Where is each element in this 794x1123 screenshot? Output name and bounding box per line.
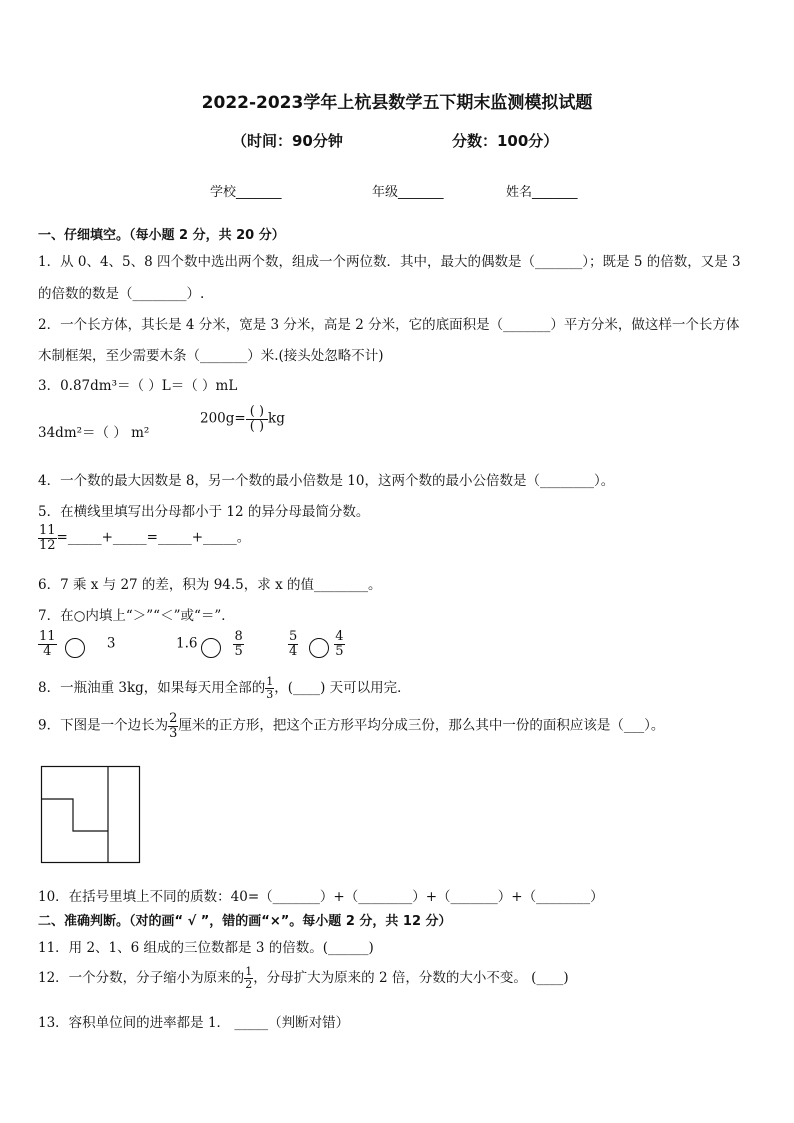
fraction: $\frac{11}{12}$: [39, 523, 56, 553]
compare-circle-2[interactable]: [201, 638, 221, 658]
divider-zigzag: [42, 799, 109, 831]
fraction: $\frac{4}{5}$: [335, 629, 344, 659]
fraction: $\frac{11}{4}$: [39, 629, 56, 659]
compare-circle-1[interactable]: [65, 638, 85, 658]
grade-field: 年级_______: [372, 185, 444, 200]
compare-circle-3[interactable]: [309, 638, 329, 658]
square-outline: [42, 767, 140, 863]
question-6: 6．7 乘 x 与 27 的差，积为 94.5，求 x 的值________。: [38, 577, 382, 593]
question-8: 8．一瓶油重 3kg，如果每天用全部的 $\frac{1}{3}$ ，(____) 天可以用完．: [38, 675, 411, 701]
question-13: 13．容积单位间的进率都是 1． _____（判断对错）: [38, 1015, 350, 1031]
fraction: $\frac{8}{5}$: [234, 629, 243, 659]
fraction: $\frac{1}{3}$: [266, 675, 274, 701]
page-title: 2022-2023学年上杭县数学五下期末监测模拟试题: [201, 93, 593, 113]
question-7-a: $\frac{11}{4}$ 3: [39, 629, 116, 659]
question-11: 11．用 2、1、6 组成的三位数都是 3 的倍数。(______): [38, 940, 374, 956]
name-field: 姓名_______: [506, 185, 578, 200]
question-5: 5．在横线里填写出分母都小于 12 的异分母最简分数。: [38, 504, 370, 520]
section-title: 一、仔细填空。（每小题 2 分，共 20 分）: [38, 228, 285, 243]
exam-score: 分数：100分）: [452, 132, 559, 150]
exam-time: （时间：90分钟: [232, 132, 343, 150]
question-9: 9．下图是一个边长为 $\frac{2}{3}$ 厘米的正方形，把这个正方形平均分成三份，那么其中一份的面积应该是（___）。: [38, 711, 665, 741]
fraction: $\frac{5}{4}$: [289, 629, 298, 659]
question-7-b: 1.6 $\frac{8}{5}$: [176, 629, 243, 659]
fraction: $\frac{1}{2}$: [245, 965, 253, 991]
question-3-part-a: 34dm²＝（ ） m²: [38, 425, 150, 441]
fraction: ( ) ( ): [246, 405, 268, 433]
question-12: 12．一个分数，分子缩小为原来的 $\frac{1}{2}$ ，分母扩大为原来的 2 倍，分数的大小不变。 (____): [38, 965, 569, 991]
question-4: 4．一个数的最大因数是 8，另一个数的最小倍数是 10，这两个数的最小公倍数是（________）。: [38, 473, 615, 489]
question-3-part-b: 200g= ( ) ( ) kg: [200, 404, 285, 434]
question-2-line-1: 2．一个长方体，其长是 4 分米，宽是 3 分米，高是 2 分米，它的底面积是（_______）平方分米，做这样一个长方体: [38, 317, 740, 333]
question-1-line-2: 的倍数的数是（________）.: [38, 286, 205, 302]
question-2-line-2: 木制框架，至少需要木条（_______）米.(接头处忽略不计): [38, 348, 384, 364]
question-1-line-1: 1．从 0、4、5、8 四个数中选出两个数，组成一个两位数．其中，最大的偶数是（_______）；既是 5 的倍数，又是 3: [38, 254, 741, 270]
question-10: 10．在括号里填上不同的质数：40=（_______）+（________）+（_______）+（________）: [38, 889, 604, 905]
fraction: $\frac{2}{3}$: [169, 711, 178, 741]
section-title: 二、准确判断。（对的画“ √ ”，错的画“×”。每小题 2 分，共 12 分）: [38, 914, 452, 929]
question-3-line-1: 3．0.87dm³＝（ ）L＝（ ）mL: [38, 378, 238, 394]
school-field: 学校_______: [210, 185, 282, 200]
question-5-expression: $\frac{11}{12}$ =_____+_____=_____+_____。: [39, 523, 251, 553]
square-diagram: [40, 765, 142, 865]
question-7: 7．在○内填上“＞”“＜”或“＝”．: [38, 608, 235, 624]
